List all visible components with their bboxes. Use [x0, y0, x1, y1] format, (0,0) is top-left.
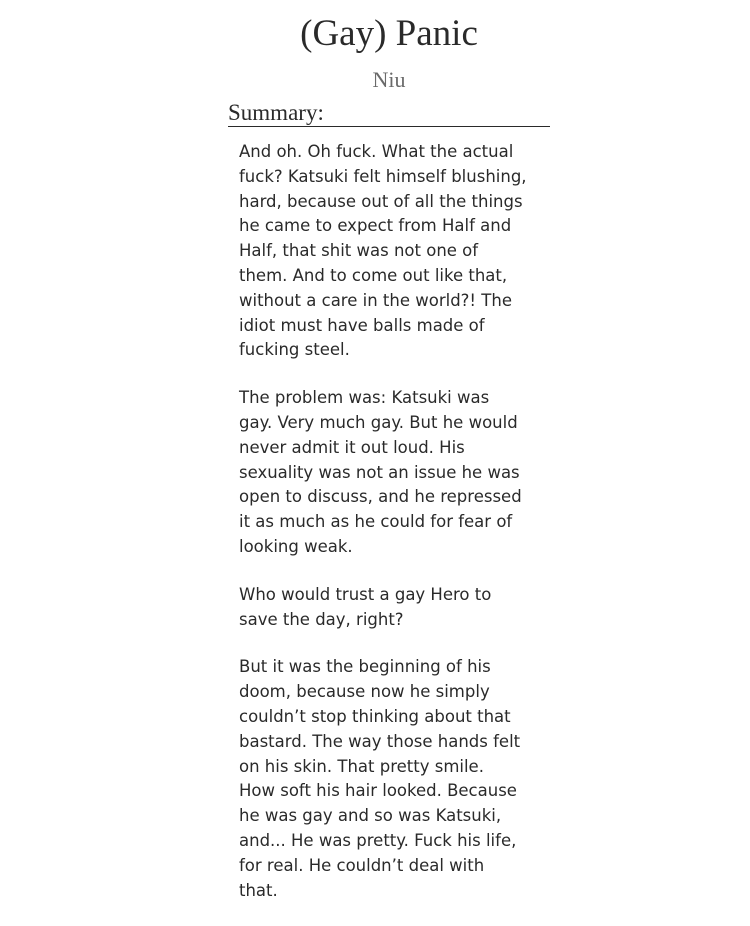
- summary-heading: Summary:: [228, 100, 550, 127]
- summary-body: [239, 140, 559, 926]
- work-title: (Gay) Panic: [300, 13, 478, 54]
- work-author: Niu: [372, 67, 406, 92]
- summary-paragraph: Who would trust a gay Hero to save the day, right?: [239, 584, 492, 629]
- summary-paragraph: The problem was: Katsuki was gay. Very much gay. But he would never admit it out loud. His sexuality was not an issue he was open to discuss, and he repressed it as much as he could for fear of looking weak.: [239, 388, 522, 556]
- summary-paragraph: But it was the beginning of his doom, because now he simply couldn’t stop thinking about that bastard. The way those hands felt on his skin. That pretty smile. How soft his hair looked. Because he was gay and so was Katsuki, and... He was pretty. Fuck his life, for real. He couldn’t deal with that.: [239, 657, 521, 900]
- summary-paragraph: And oh. Oh fuck. What the actual fuck? Katsuki felt himself blushing, hard, because out of all the things he came to expect from Half and Half, that shit was not one of them. And to come out like that, without a care in the world?! The idiot must have balls made of fucking steel.: [239, 142, 527, 360]
